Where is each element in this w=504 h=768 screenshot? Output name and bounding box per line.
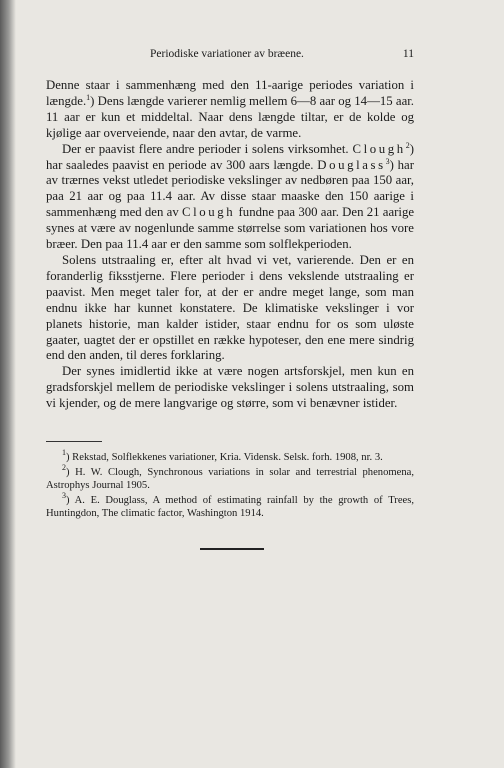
footnote-mark-3: 3 (62, 490, 66, 500)
footnote-1 (46, 448, 414, 465)
page-edge-shadow (0, 0, 16, 768)
paragraph-1 (46, 78, 414, 142)
footnote-2 (46, 462, 414, 493)
footnote-text-3: ) A. E. Douglass, A method of estimating rainfall by the growth of Trees, Huntingdon, The climatic factor, Washington 1914. (46, 494, 414, 520)
section-end-rule (200, 548, 264, 550)
page-number: 11 (402, 48, 414, 60)
running-header (46, 48, 414, 64)
footnote-mark-2: 2 (62, 462, 66, 472)
paragraph-2-text-b: ) har saaledes paavist en periode av 300 aars længde. (46, 141, 414, 172)
paragraph-2 (46, 142, 414, 253)
author-name-clough: Clough (352, 141, 406, 156)
footnote-text-2: ) H. W. Clough, Synchronous variations in solar and terrestrial phenomena, Astrophys Journal 1905. (46, 466, 414, 492)
paragraph-1-text-b: ) Dens længde varierer nemlig mellem 6—8 aar og 14—15 aar. 11 aar er kun et middeltal. Naar dens længde tiltar, er de kolde og kjølige aar overveiende, naar den avtar, de varme. (46, 93, 414, 140)
paragraph-1-text-a: Denne staar i sammenhæng med den 11-aarige periodes variation i længde. (46, 78, 414, 108)
paragraph-2-text-c: ) har av trærnes vekst utledet periodiske vekslinger av nedbøren paa 150 aar, paa 21 aar og paa 11.4 aar. Av disse staar maaske den 150 aarige i sammenhæng med den av (46, 157, 414, 220)
footnote-ref-2: 2 (405, 140, 410, 150)
footnote-mark-1: 1 (62, 448, 66, 457)
paragraph-2-text-d: fundne paa 300 aar. Den 21 aarige synes at være av nogenlunde samme størrelse som variationen hos vore bræer. Den paa 11.4 aar er den samme som solflekperioden. (46, 205, 415, 252)
footnote-separator (46, 441, 102, 442)
footnote-ref-3: 3 (385, 156, 390, 166)
author-name-douglass: Douglass (317, 157, 386, 172)
running-title: Periodiske variationer av bræene. (150, 48, 304, 60)
author-name-clough-2: Clough (181, 205, 236, 220)
paragraph-3: Solens utstraaling er, efter alt hvad vi vet, varierende. Den er en foranderlig fiksstjerne. Flere perioder i dens vekslende utstraaling er paavist. Men meget taler for, at der er andre meget lange, som man endnu ikke har kunnet konstatere. De klimatiske vekslinger i vor planets historie, man kalder istider, staar endnu for os som uløste gaater, uagtet der er opstillet en række hypoteser, den ene mere sindrig end den anden, til deres forklaring. (46, 252, 414, 363)
footnote-3 (46, 490, 414, 521)
paragraph-4: Der synes imidlertid ikke at være nogen artsforskjel, men kun en gradsforskjel mellem de periodiske vekslinger i solens utstraaling, som vi kjender, og de mere langvarige og større, som vi benævner istider. (46, 364, 414, 411)
footnote-ref-1: 1 (86, 92, 91, 102)
paragraph-2-text-a: Der er paavist flere andre perioder i solens virksomhet. (62, 141, 349, 156)
footnote-text-1: ) Rekstad, Solflekkenes variationer, Kria. Vidensk. Selsk. forh. 1908, nr. 3. (66, 452, 383, 463)
body-text (46, 78, 414, 412)
footnotes (46, 448, 414, 522)
